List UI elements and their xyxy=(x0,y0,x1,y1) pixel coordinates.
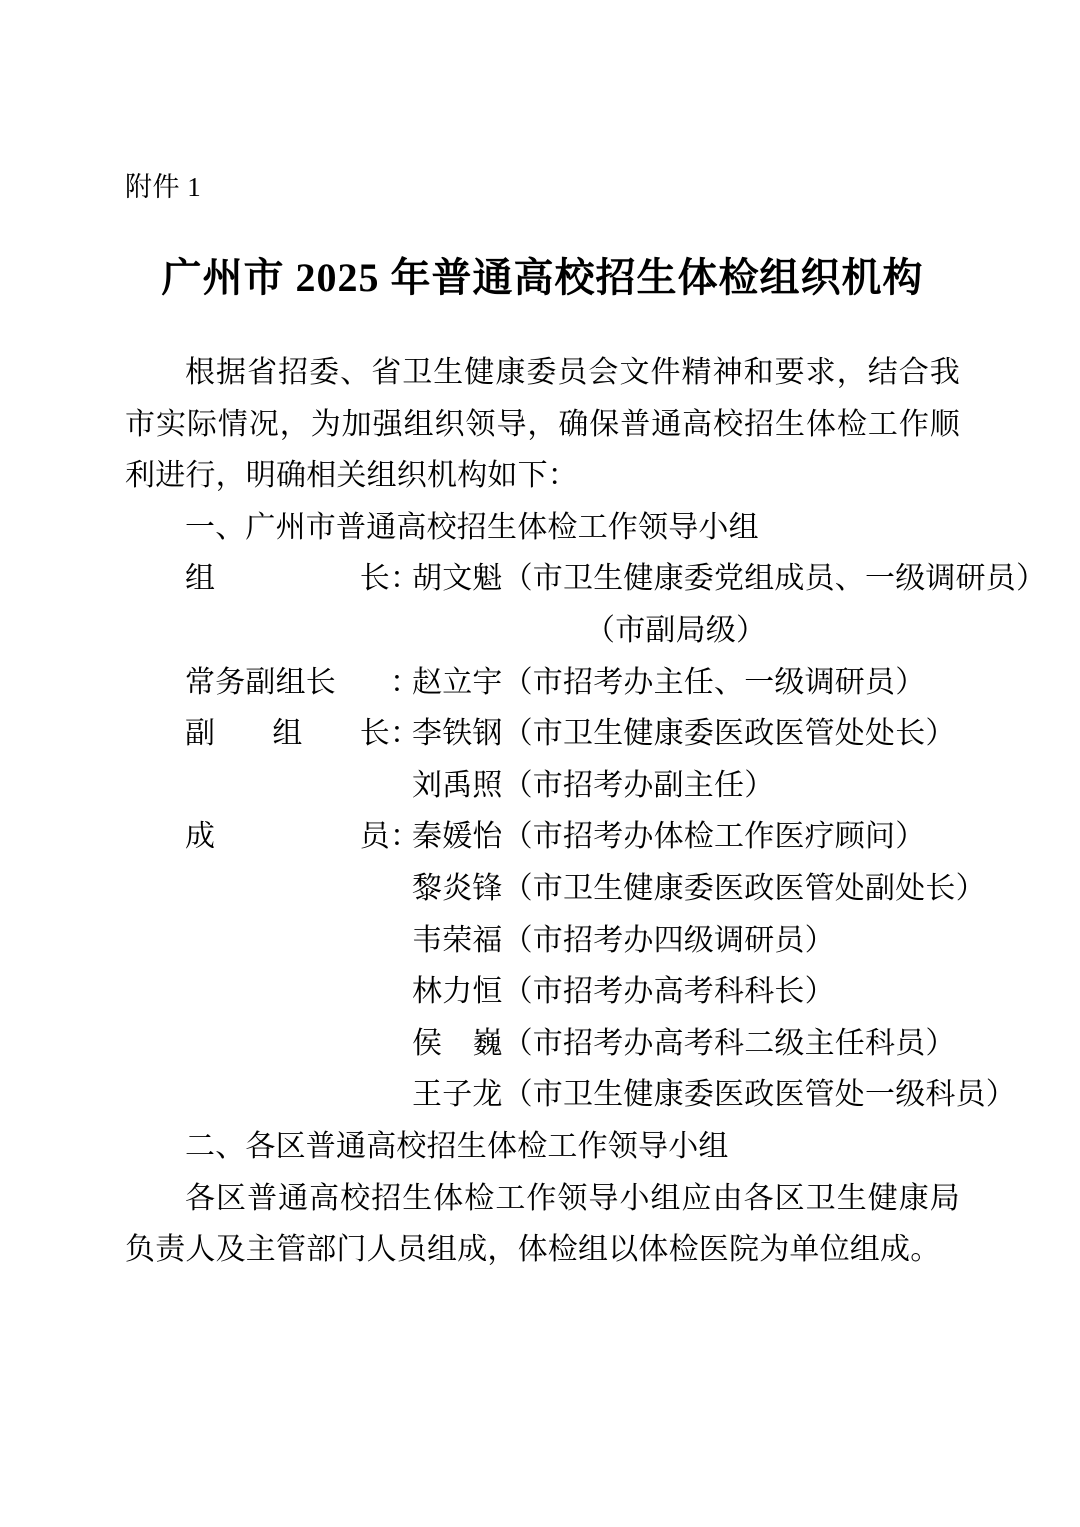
roster-role: 成 员 xyxy=(185,820,390,854)
roster-title: （市招考办副主任） xyxy=(502,768,775,802)
roster-name-title xyxy=(412,708,960,760)
roster-role: 常务副组长 xyxy=(185,665,336,699)
roster-name-title xyxy=(412,657,960,709)
roster-title: （市招考办高考科二级主任科员） xyxy=(502,1026,956,1060)
roster-title: （市卫生健康委医政医管处处长） xyxy=(502,717,956,751)
roster-name: 侯 巍 xyxy=(412,1026,503,1060)
roster-name: 刘禹照 xyxy=(412,768,503,802)
roster-row xyxy=(125,966,960,1018)
roster-title: （市招考办四级调研员） xyxy=(502,923,835,957)
roster-title: （市招考办高考科科长） xyxy=(502,975,835,1009)
roster-name: 赵立宇 xyxy=(412,665,503,699)
roster-name: 李铁钢 xyxy=(412,717,503,751)
roster-title: （市卫生健康委党组成员、一级调研员） xyxy=(502,562,1047,596)
roster-name: 秦媛怡 xyxy=(412,820,503,854)
roster-name-title xyxy=(412,811,960,863)
roster-title: （市招考办体检工作医疗顾问） xyxy=(502,820,926,854)
roster-name-title xyxy=(412,863,986,915)
roster-name-title xyxy=(412,1069,1016,1121)
roster-separator: ： xyxy=(390,717,421,751)
page-title: 广州市 2025 年普通高校招生体检组织机构 xyxy=(161,255,924,301)
roster-name-title xyxy=(412,966,960,1018)
intro-paragraph: 根据省招委、省卫生健康委员会文件精神和要求，结合我市实际情况，为加强组织领导，确保普通高校招生体检工作顺利进行，明确相关组织机构如下： xyxy=(125,356,960,493)
roster-separator: ： xyxy=(390,562,421,596)
roster-row xyxy=(125,708,960,760)
roster-row xyxy=(125,1018,960,1070)
roster-name-title xyxy=(412,915,960,967)
roster-name: 韦荣福 xyxy=(412,923,503,957)
roster-row xyxy=(125,811,960,863)
roster-row xyxy=(125,553,1047,605)
leadership-roster xyxy=(125,553,1047,1121)
section-one-heading: 一、广州市普通高校招生体检工作领导小组 xyxy=(185,510,759,544)
roster-name: 黎炎锋 xyxy=(412,872,503,906)
section-two-paragraph: 各区普通高校招生体检工作领导小组应由各区卫生健康局负责人及主管部门人员组成，体检组以体检医院为单位组成。 xyxy=(125,1181,960,1267)
roster-name: 林力恒 xyxy=(412,975,503,1009)
roster-name: 王子龙 xyxy=(412,1078,503,1112)
roster-row xyxy=(125,657,960,709)
roster-name: 胡文魁 xyxy=(412,562,503,596)
attachment-label: 附件 1 xyxy=(125,172,202,202)
roster-separator: ： xyxy=(390,820,421,854)
roster-title: （市招考办主任、一级调研员） xyxy=(502,665,926,699)
roster-subnote: （市副局级） xyxy=(585,614,767,648)
roster-role: 组 长 xyxy=(185,562,390,596)
roster-row xyxy=(125,915,960,967)
roster-row xyxy=(125,863,986,915)
roster-title: （市卫生健康委医政医管处一级科员） xyxy=(502,1078,1017,1112)
roster-separator: ： xyxy=(390,665,421,699)
roster-row xyxy=(125,760,960,812)
section-two-heading: 二、各区普通高校招生体检工作领导小组 xyxy=(185,1130,729,1163)
roster-title: （市卫生健康委医政医管处副处长） xyxy=(502,872,986,906)
roster-name-title xyxy=(412,553,1046,605)
roster-name-title xyxy=(412,760,960,812)
roster-name-title xyxy=(412,1018,960,1070)
roster-role: 副 组 长 xyxy=(185,717,390,751)
roster-row xyxy=(125,1069,1017,1121)
